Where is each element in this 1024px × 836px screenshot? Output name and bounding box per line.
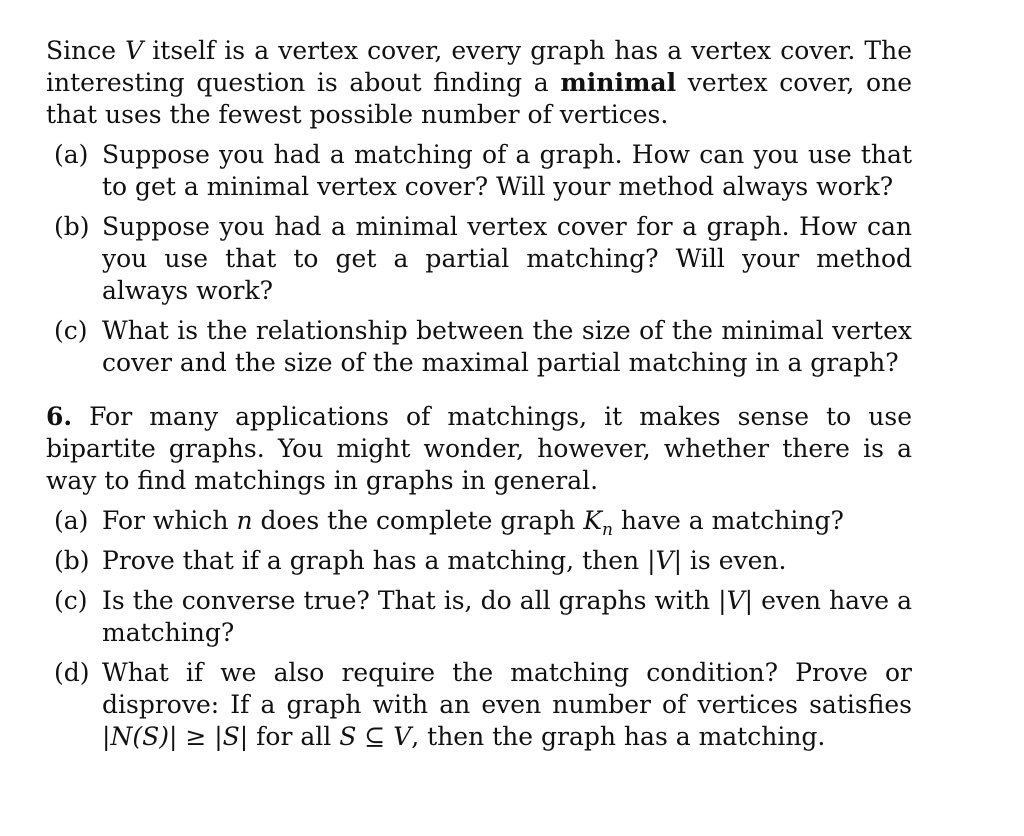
list-item: (b) Prove that if a graph has a matching, then |V| is even. [54,546,787,575]
intro-paragraph: Since V itself is a vertex cover, every graph has a vertex cover. The interesting question is about finding a minimal vertex cover, one that uses the fewest possible number of vertices. [46,36,912,129]
list-item: (d) What if we also require the matching condition? Prove or disprove: If a graph with an even number of vertices satisfies |N(S)| ≥ |S| for all S ⊆ V, then the graph has a matching. [54,658,912,751]
list-item: (c) Is the converse true? That is, do all graphs with |V| even have a matching? [54,586,912,647]
document-page [46,35,912,761]
math-v: V [125,36,144,65]
list-item: (a) Suppose you had a matching of a graph. How can you use that to get a minimal vertex cover? Will your method always work? [54,140,912,201]
list-item: (a) For which n does the complete graph $K_n$ have a matching? [54,506,844,540]
problem-6-parts [46,505,912,753]
bold-term: minimal [560,68,677,97]
problem-6-statement: 6. For many applications of matchings, it makes sense to use bipartite graphs. You might wonder, however, whether there is a way to find matchings in graphs in general. [46,402,912,495]
problem-number: 6. [46,402,73,431]
intro-question-list [46,139,912,379]
list-item: (c) What is the relationship between the size of the minimal vertex cover and the size of the maximal partial matching in a graph? [54,316,912,377]
list-item: (b) Suppose you had a minimal vertex cover for a graph. How can you use that to get a partial matching? Will your method always work? [54,212,912,305]
